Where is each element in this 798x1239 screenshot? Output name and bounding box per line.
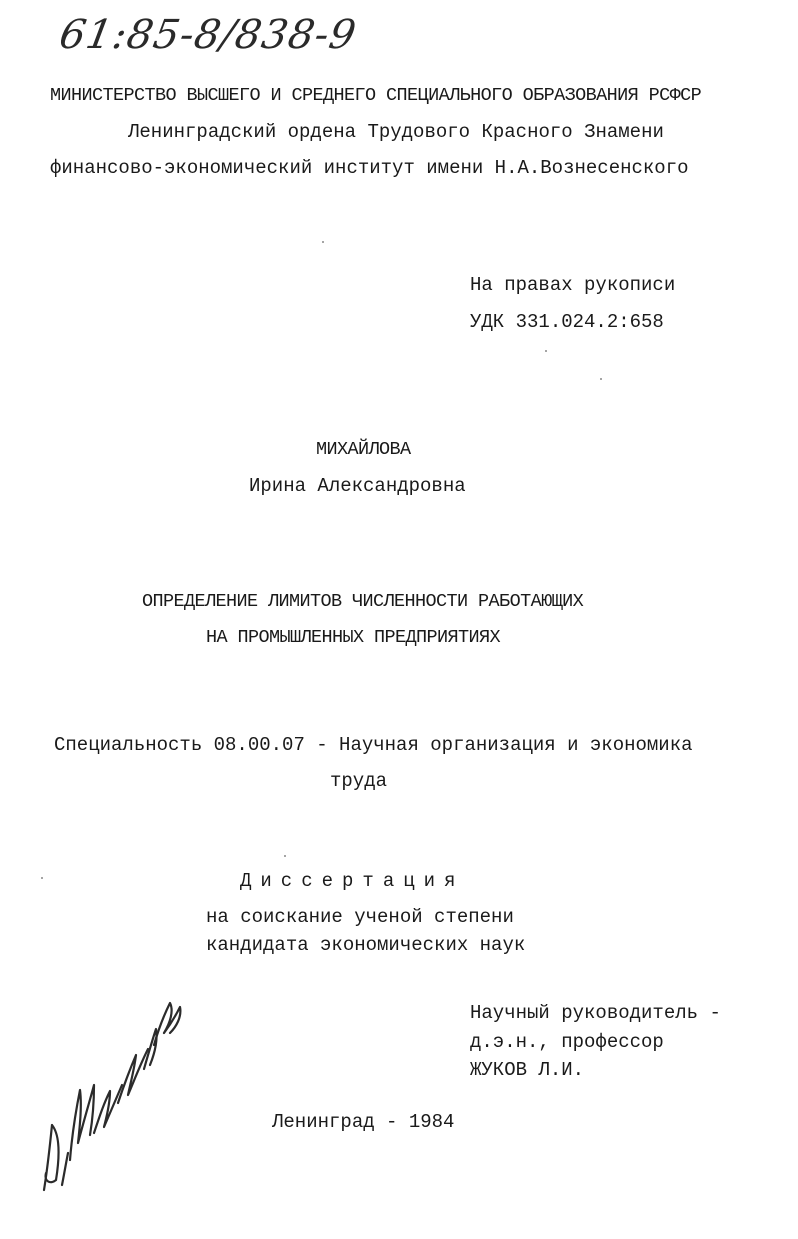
scan-speck [600,378,602,380]
author-name: Ирина Александровна [249,475,466,497]
advisor-name: ЖУКОВ Л.И. [470,1059,585,1081]
udk-code: УДК 331.024.2:658 [470,311,664,333]
thesis-title-line-2: НА ПРОМЫШЛЕННЫХ ПРЕДПРИЯТИЯХ [206,627,501,648]
specialty-line-2: труда [330,770,388,792]
scan-speck [284,855,286,857]
specialty-line-1: Специальность 08.00.07 - Научная организация и экономика [54,734,693,756]
institute-line-2: финансово-экономический институт имени Н.А.Вознесенского [50,157,689,179]
advisor-degree: д.э.н., профессор [470,1031,664,1053]
city-year: Ленинград - 1984 [272,1111,455,1133]
scan-speck [41,877,43,879]
advisor-label: Научный руководитель - [470,1002,721,1024]
manuscript-rights: На правах рукописи [470,274,676,296]
archive-number-handwritten: 61:85-8/838-9 [55,12,361,58]
ministry-line: МИНИСТЕРСТВО ВЫСШЕГО И СРЕДНЕГО СПЕЦИАЛЬНОГО ОБРАЗОВАНИЯ РСФСР [50,85,702,106]
institute-line-1: Ленинградский ордена Трудового Красного Знамени [128,121,664,143]
author-surname: МИХАЙЛОВА [316,439,411,460]
degree-line-1: на соискание ученой степени [206,906,514,928]
scan-speck [322,241,324,243]
scan-speck [545,350,547,352]
document-type: Диссертация [240,870,465,892]
author-signature [30,985,190,1200]
thesis-title-line-1: ОПРЕДЕЛЕНИЕ ЛИМИТОВ ЧИСЛЕННОСТИ РАБОТАЮЩИХ [142,591,584,612]
degree-line-2: кандидата экономических наук [206,934,526,956]
